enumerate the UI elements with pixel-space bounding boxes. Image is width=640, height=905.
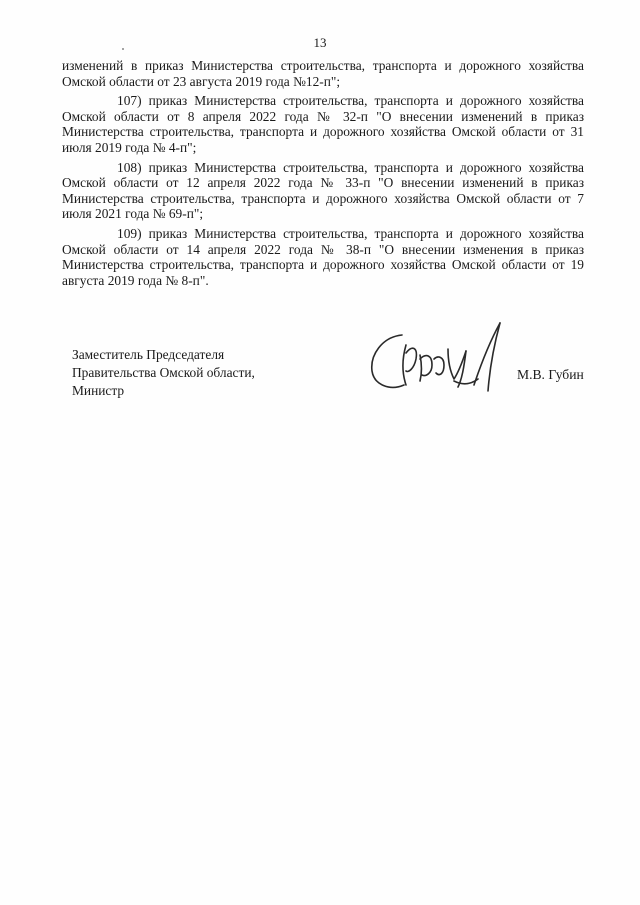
signatory-title-line-2: Правительства Омской области, <box>72 365 255 380</box>
list-item-107: 107) приказ Министерства строительства, транспорта и дорожного хозяйства Омской области от 8 апреля 2022 года № 32-п "О внесении изменений в приказ Министерства строительства, транспорта и дорожного хозяйства Омской области от 31 июля 2019 года № 4-п"; <box>62 93 584 155</box>
signer-name: М.В. Губин <box>517 367 584 382</box>
signatory-title <box>72 346 255 400</box>
signatory-title-line-3: Министр <box>72 383 125 398</box>
page-number: 13 <box>313 35 327 50</box>
document-body <box>62 58 584 292</box>
list-item-108: 108) приказ Министерства строительства, транспорта и дорожного хозяйства Омской области от 12 апреля 2022 года № 33-п "О внесении изменений в приказ Министерства строительства, транспорта и дорожного хозяйства Омской области от 7 июля 2021 года № 69-п"; <box>62 159 584 222</box>
signatory-title-line-1: Заместитель Председателя <box>72 347 225 362</box>
paragraph-continuation: изменений в приказ Министерства строительства, транспорта и дорожного хозяйства Омской области от 23 августа 2019 года №12-п"; <box>62 58 584 89</box>
handwritten-signature <box>362 315 522 405</box>
list-item-109: 109) приказ Министерства строительства, транспорта и дорожного хозяйства Омской области от 14 апреля 2022 года № 38-п "О внесении изменения в приказ Министерства строительства, транспорта и дорожного хозяйства Омской области от 19 августа 2019 года № 8-п". <box>62 225 584 288</box>
